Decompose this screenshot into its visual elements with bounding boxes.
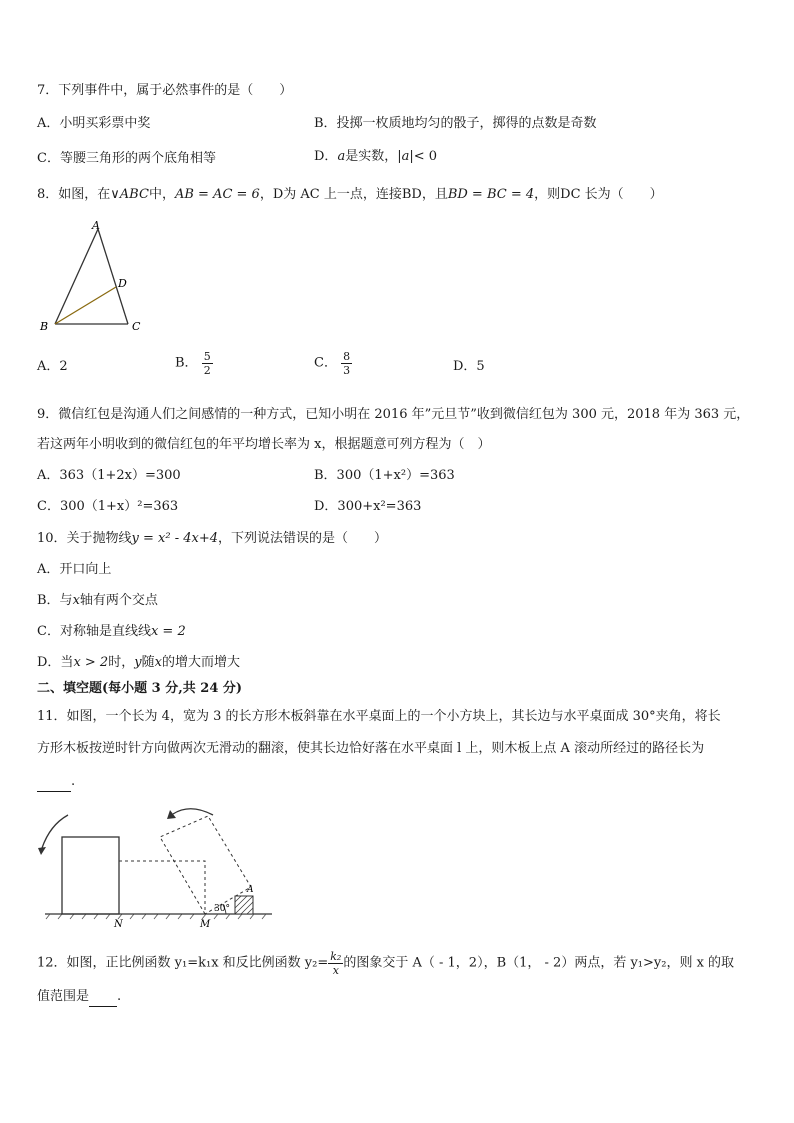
q11-line-2: 方形木板按逆时针方向做两次无滑动的翻滚，使其长边恰好落在水平桌面 l 上，则木板上点 A 滚动所经过的路径长为 <box>37 741 705 756</box>
q11-answer-blank[interactable] <box>37 773 71 792</box>
q12-line-1-b: 的图象交于 A（ - 1，2），B（1， - 2）两点，若 y₁>y₂，则 x 的取 <box>343 955 735 971</box>
q10-stem-b: ，下列说法错误的是（ ） <box>218 531 388 546</box>
q12-frac-num: k₂ <box>330 950 342 963</box>
q8-stem-eq2: BD = BC = 4 <box>447 187 535 202</box>
q11-top-arrow <box>173 809 213 815</box>
q7-option-b: B．投掷一枚质地均匀的骰子，掷得的点数是奇数 <box>314 116 597 131</box>
q10-option-d-eq: x > 2 <box>73 655 109 670</box>
q10-option-d-var2: x <box>154 655 162 670</box>
q9-option-c: C．300（1+x）²=363 <box>37 499 179 514</box>
q8-option-b-num: 5 <box>203 350 211 363</box>
q10-option-c <box>37 623 186 641</box>
q7-option-d-prefix: D． <box>314 149 338 164</box>
q8-label-d: D <box>118 277 127 290</box>
q10-option-c-a: C．对称轴是直线线 <box>37 624 151 639</box>
q10-option-d-var: y <box>134 655 142 670</box>
q8-stem-a: 8．如图，在 <box>37 187 111 202</box>
q11-label-n: N <box>114 919 123 930</box>
q12-frac-den: x <box>332 964 339 977</box>
q11-middle-board <box>119 861 205 914</box>
q8-option-c-num: 8 <box>343 350 351 363</box>
q8-option-c-den: 3 <box>343 364 351 377</box>
q8-stem-eq1: AB = AC = 6 <box>174 187 260 202</box>
q12-line-1-a: 12．如图，正比例函数 y₁=k₁x 和反比例函数 y₂= <box>37 955 329 971</box>
q11-left-arrow <box>42 815 68 848</box>
q11-left-arrow-head <box>38 847 46 855</box>
q8-triangle-figure <box>30 214 160 338</box>
q10-stem-a: 10．关于抛物线 <box>37 531 132 546</box>
q10-option-d-a: D．当 <box>37 655 74 670</box>
section-2-title: 二、填空题(每小题 3 分,共 24 分) <box>37 681 243 696</box>
q8-option-b-prefix: B． <box>175 355 198 371</box>
q8-option-c <box>314 350 352 377</box>
q9-line-1: 9．微信红包是沟通人们之间感情的一种方式，已知小明在 2016 年”元旦节”收到微信红包为 300 元，2018 年为 363 元， <box>37 407 750 422</box>
q8-option-c-fraction <box>341 350 352 377</box>
q8-stem-d: ，则DC 长为（ ） <box>534 187 663 202</box>
q8-label-a: A <box>92 219 100 232</box>
q12-line-2-text: 值范围是 <box>37 989 90 1004</box>
q11-label-angle: 30° <box>214 904 230 914</box>
q10-option-b-a: B．与 <box>37 593 73 608</box>
q10-stem <box>37 530 387 548</box>
q8-side-ab <box>55 229 98 324</box>
q11-line-3 <box>37 773 75 792</box>
q10-stem-eq: y = x² - 4x+4 <box>131 531 219 546</box>
q8-label-b: B <box>40 320 49 333</box>
q11-top-arrow-head <box>167 810 176 819</box>
q11-board-figure <box>30 800 280 930</box>
q8-option-b-den: 2 <box>203 364 211 377</box>
q11-table-hatching <box>46 914 266 919</box>
q8-option-c-prefix: C． <box>314 355 337 371</box>
q8-stem <box>37 186 663 204</box>
q8-option-d: D．5 <box>453 359 485 374</box>
q10-option-c-eq: x = 2 <box>150 624 186 639</box>
q11-label-m: M <box>200 919 211 930</box>
q7-option-d-abs: |a| <box>397 149 414 164</box>
q10-option-d-b: 时， <box>108 655 135 670</box>
q10-option-b-var: x <box>72 593 80 608</box>
q10-option-b <box>37 592 158 610</box>
q12-answer-blank[interactable] <box>89 988 117 1007</box>
q12-line-2-tail: . <box>117 989 122 1004</box>
q10-option-d <box>37 654 240 672</box>
q12-fraction <box>328 950 343 977</box>
q7-option-d <box>314 148 437 166</box>
q9-option-a: A．363（1+2x）=300 <box>37 468 181 483</box>
q8-segment-bd <box>55 287 116 324</box>
q10-option-d-d: 的增大而增大 <box>161 655 240 670</box>
q7-stem: 7．下列事件中，属于必然事件的是（ ） <box>37 83 293 98</box>
q8-option-b-fraction <box>202 350 213 377</box>
q7-option-c: C．等腰三角形的两个底角相等 <box>37 151 216 166</box>
q9-option-b: B．300（1+x²）=363 <box>314 468 455 483</box>
q11-line-1: 11．如图，一个长为 4，宽为 3 的长方形木板斜靠在水平桌面上的一个小方块上，其长边与水平桌面成 30°夹角，将长 <box>37 709 721 724</box>
q12-line-2 <box>37 988 121 1007</box>
q12-line-1 <box>37 950 734 977</box>
q8-stem-tri: ∨ABC <box>110 187 149 202</box>
q8-stem-c: ，D为 AC 上一点，连接BD，且 <box>259 187 448 202</box>
q8-label-c: C <box>132 320 141 333</box>
q8-option-a: A．2 <box>37 359 68 374</box>
q7-option-a: A．小明买彩票中奖 <box>37 116 151 131</box>
q7-option-d-mid: 是实数， <box>345 149 398 164</box>
q10-option-b-b: 轴有两个交点 <box>79 593 158 608</box>
q10-option-d-c: 随 <box>141 655 155 670</box>
q11-label-a: A <box>247 885 254 895</box>
q7-option-d-tail: < 0 <box>413 149 438 164</box>
q11-final-board <box>62 837 119 914</box>
q9-option-d: D．300+x²=363 <box>314 499 422 514</box>
q8-stem-b: 中， <box>148 187 175 202</box>
q7-option-d-var: a <box>337 149 346 164</box>
q9-line-2: 若这两年小明收到的微信红包的年平均增长率为 x，根据题意可列方程为（ ） <box>37 437 491 452</box>
q10-option-a: A．开口向上 <box>37 562 112 577</box>
q11-line-3-tail: . <box>71 774 76 789</box>
q8-option-b <box>175 350 213 377</box>
